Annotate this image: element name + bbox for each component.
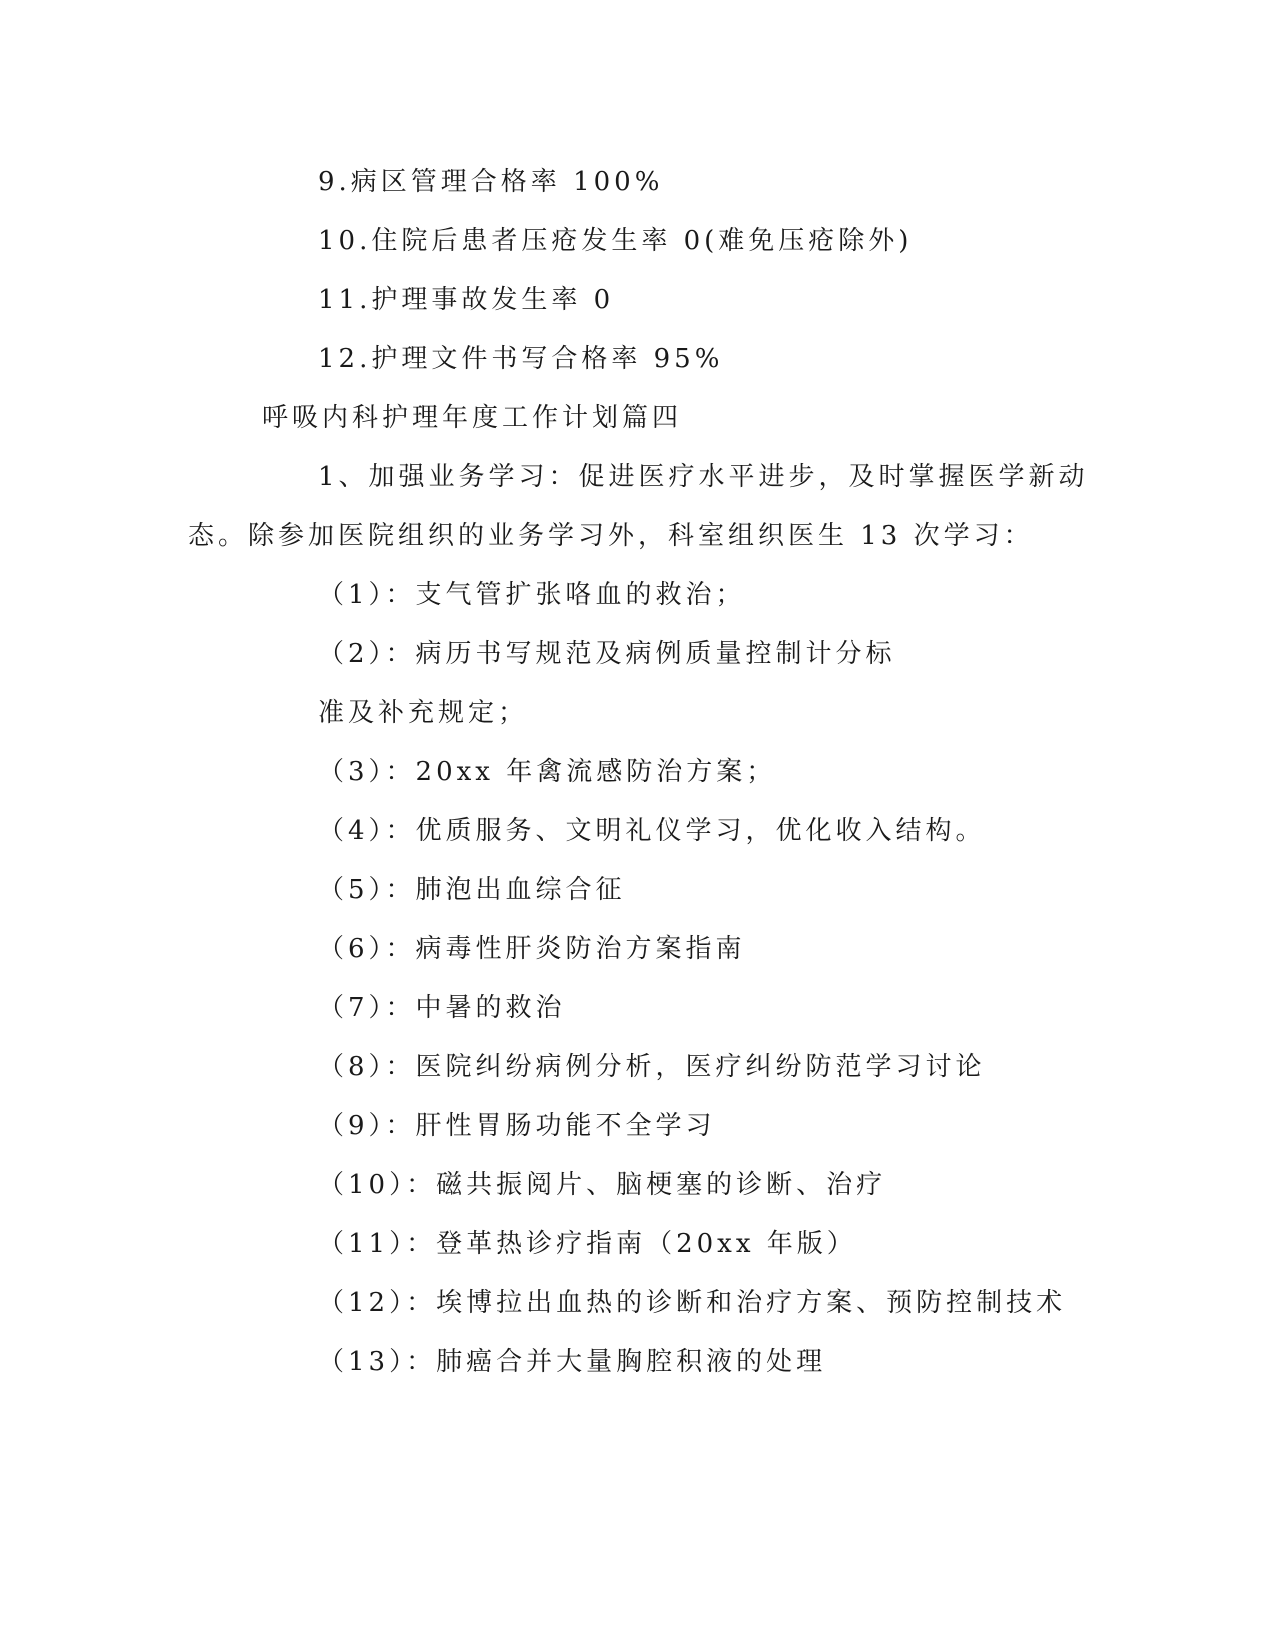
list-item-11: （11）：登革热诊疗指南（20xx 年版）: [318, 1229, 857, 1259]
section-heading: 呼吸内科护理年度工作计划篇四: [262, 403, 683, 433]
list-item-10: （10）：磁共振阅片、脑梗塞的诊断、治疗: [318, 1170, 887, 1200]
text-line-indicator-10: 10.住院后患者压疮发生率 0(难免压疮除外): [318, 226, 913, 256]
list-item-12: （12）：埃博拉出血热的诊断和治疗方案、预防控制技术: [318, 1288, 1067, 1318]
list-item-6: （6）：病毒性肝炎防治方案指南: [318, 934, 746, 964]
list-item-9: （9）：肝性胃肠功能不全学习: [318, 1111, 716, 1141]
text-line-indicator-11: 11.护理事故发生率 0: [318, 285, 615, 315]
text-line-indicator-12: 12.护理文件书写合格率 95%: [318, 344, 724, 374]
paragraph-line-2: 态。除参加医院组织的业务学习外，科室组织医生 13 次学习：: [188, 521, 1034, 551]
list-item-2: （2）：病历书写规范及病例质量控制计分标: [318, 639, 896, 669]
list-item-5: （5）：肺泡出血综合征: [318, 875, 626, 905]
list-item-3: （3）：20xx 年禽流感防治方案；: [318, 757, 777, 787]
list-item-8: （8）：医院纠纷病例分析，医疗纠纷防范学习讨论: [318, 1052, 986, 1082]
list-item-4: （4）：优质服务、文明礼仪学习，优化收入结构。: [318, 816, 986, 846]
text-line-indicator-9: 9.病区管理合格率 100%: [318, 167, 664, 197]
list-item-13: （13）：肺癌合并大量胸腔积液的处理: [318, 1347, 827, 1377]
list-item-2-continued: 准及补充规定；: [318, 698, 529, 728]
paragraph-line-1: 1、加强业务学习：促进医疗水平进步，及时掌握医学新动: [318, 462, 1089, 492]
list-item-1: （1）：支气管扩张咯血的救治；: [318, 580, 746, 610]
list-item-7: （7）：中暑的救治: [318, 993, 566, 1023]
